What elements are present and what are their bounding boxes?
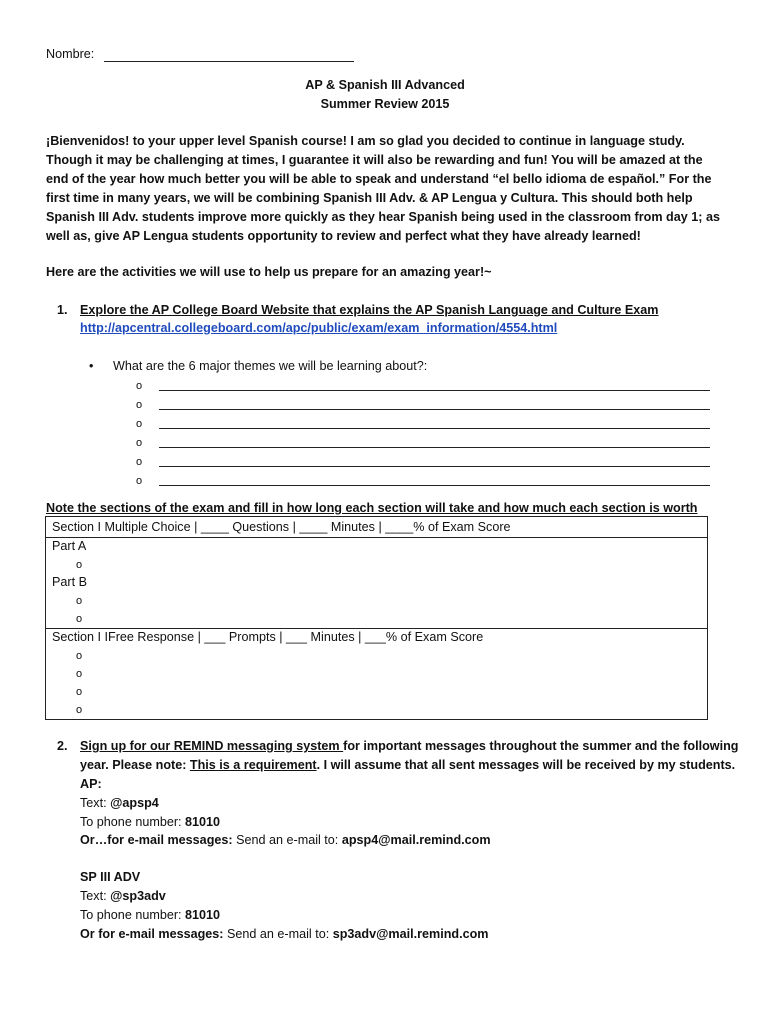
section2-row: Section I IFree Response | ___ Prompts | ___ Minutes | ___% of Exam Score — [52, 630, 484, 644]
requirement-line — [80, 758, 735, 772]
table-divider — [46, 537, 707, 538]
remind-heading: Sign up for our REMIND messaging system — [80, 739, 344, 753]
phone-label: To phone number: — [80, 908, 186, 922]
themes-question: What are the 6 major themes we will be learning about?: — [113, 359, 428, 373]
ap-phone-line — [80, 815, 220, 829]
name-blank — [104, 61, 354, 62]
ap-label: AP: — [80, 777, 102, 791]
sp-email-line — [80, 927, 488, 941]
ap-email[interactable]: apsp4@mail.remind.com — [341, 833, 491, 847]
ap-text-code: @apsp4 — [110, 796, 159, 810]
ap-text-line — [80, 796, 159, 810]
intro-paragraph: ¡Bienvenidos! to your upper level Spanish course! I am so glad you decided to continue in language study. Though it may be challenging at times, I guarantee it will also be rewarding and fun! You will be amazed at the end of the year how much better you will be able to speak and understand “el bello idioma de español.” For the first time in many years, we will be combining Spanish III Adv. & AP Lengua y Cultura. This should both help Spanish III Adv. students improve more quickly as they hear Spanish being used in the classroom from day 1; as well as, give AP Lengua students opportunity to review and perfect what they have already learned! — [46, 134, 720, 243]
requirement-text: This is a requirement — [189, 758, 317, 772]
doc-title: AP & Spanish III Advanced — [305, 78, 465, 92]
item1-heading: Explore the AP College Board Website that explains the AP Spanish Language and Culture Exam — [80, 303, 659, 317]
sub-bullet-icon: o — [76, 668, 83, 680]
sub-bullet-icon: o — [136, 418, 143, 430]
sp-email[interactable]: sp3adv@mail.remind.com — [332, 927, 489, 941]
sub-bullet-icon: o — [76, 650, 83, 662]
ap-exam-link[interactable]: http://apcentral.collegeboard.com/apc/public/exam/exam_information/4554.html — [80, 321, 558, 335]
email-instruction: Send an e-mail to: — [223, 927, 333, 941]
exam-note: Note the sections of the exam and fill in how long each section will take and how much each section is worth — [46, 501, 698, 515]
theme-answer-line[interactable] — [159, 447, 710, 448]
sub-bullet-icon: o — [136, 456, 143, 468]
sub-bullet-icon: o — [76, 559, 83, 571]
theme-answer-line[interactable] — [159, 409, 710, 410]
sub-bullet-icon: o — [136, 380, 143, 392]
sp-label: SP III ADV — [80, 870, 141, 884]
sub-bullet-icon: o — [136, 437, 143, 449]
part-b-label: Part B — [52, 575, 87, 589]
theme-answer-line[interactable] — [159, 390, 710, 391]
email-label: Or…for e-mail messages: — [80, 833, 233, 847]
email-label: Or for e-mail messages: — [80, 927, 224, 941]
section1-row: Section I Multiple Choice | ____ Questions | ____ Minutes | ____% of Exam Score — [52, 520, 511, 534]
ap-phone: 81010 — [185, 815, 221, 829]
bullet-icon: • — [89, 359, 94, 373]
note-suffix: . I will assume that all sent messages will be received by my students. — [316, 758, 736, 772]
name-label: Nombre: — [46, 47, 95, 61]
sub-bullet-icon: o — [76, 686, 83, 698]
sp-phone-line — [80, 908, 220, 922]
email-instruction: Send an e-mail to: — [232, 833, 342, 847]
activities-intro: Here are the activities we will use to help us prepare for an amazing year!~ — [46, 265, 492, 279]
ap-email-line — [80, 833, 491, 847]
note-prefix: year. Please note: — [80, 758, 190, 772]
sp-text-code: @sp3adv — [110, 889, 166, 903]
item1-number: 1. — [57, 303, 68, 317]
item2-heading — [80, 739, 738, 753]
sub-bullet-icon: o — [136, 399, 143, 411]
sub-bullet-icon: o — [76, 704, 83, 716]
theme-answer-line[interactable] — [159, 466, 710, 467]
item2-number: 2. — [57, 739, 68, 753]
text-label: Text: — [80, 796, 111, 810]
exam-table — [45, 516, 708, 720]
sub-bullet-icon: o — [76, 595, 83, 607]
theme-answer-line[interactable] — [159, 428, 710, 429]
doc-subtitle: Summer Review 2015 — [320, 97, 450, 111]
sp-phone: 81010 — [185, 908, 221, 922]
sub-bullet-icon: o — [136, 475, 143, 487]
phone-label: To phone number: — [80, 815, 186, 829]
sub-bullet-icon: o — [76, 613, 83, 625]
table-divider — [46, 628, 707, 629]
remind-heading-rest: for important messages throughout the summer and the following — [343, 739, 739, 753]
text-label: Text: — [80, 889, 111, 903]
theme-answer-line[interactable] — [159, 485, 710, 486]
sp-text-line — [80, 889, 166, 903]
part-a-label: Part A — [52, 539, 87, 553]
